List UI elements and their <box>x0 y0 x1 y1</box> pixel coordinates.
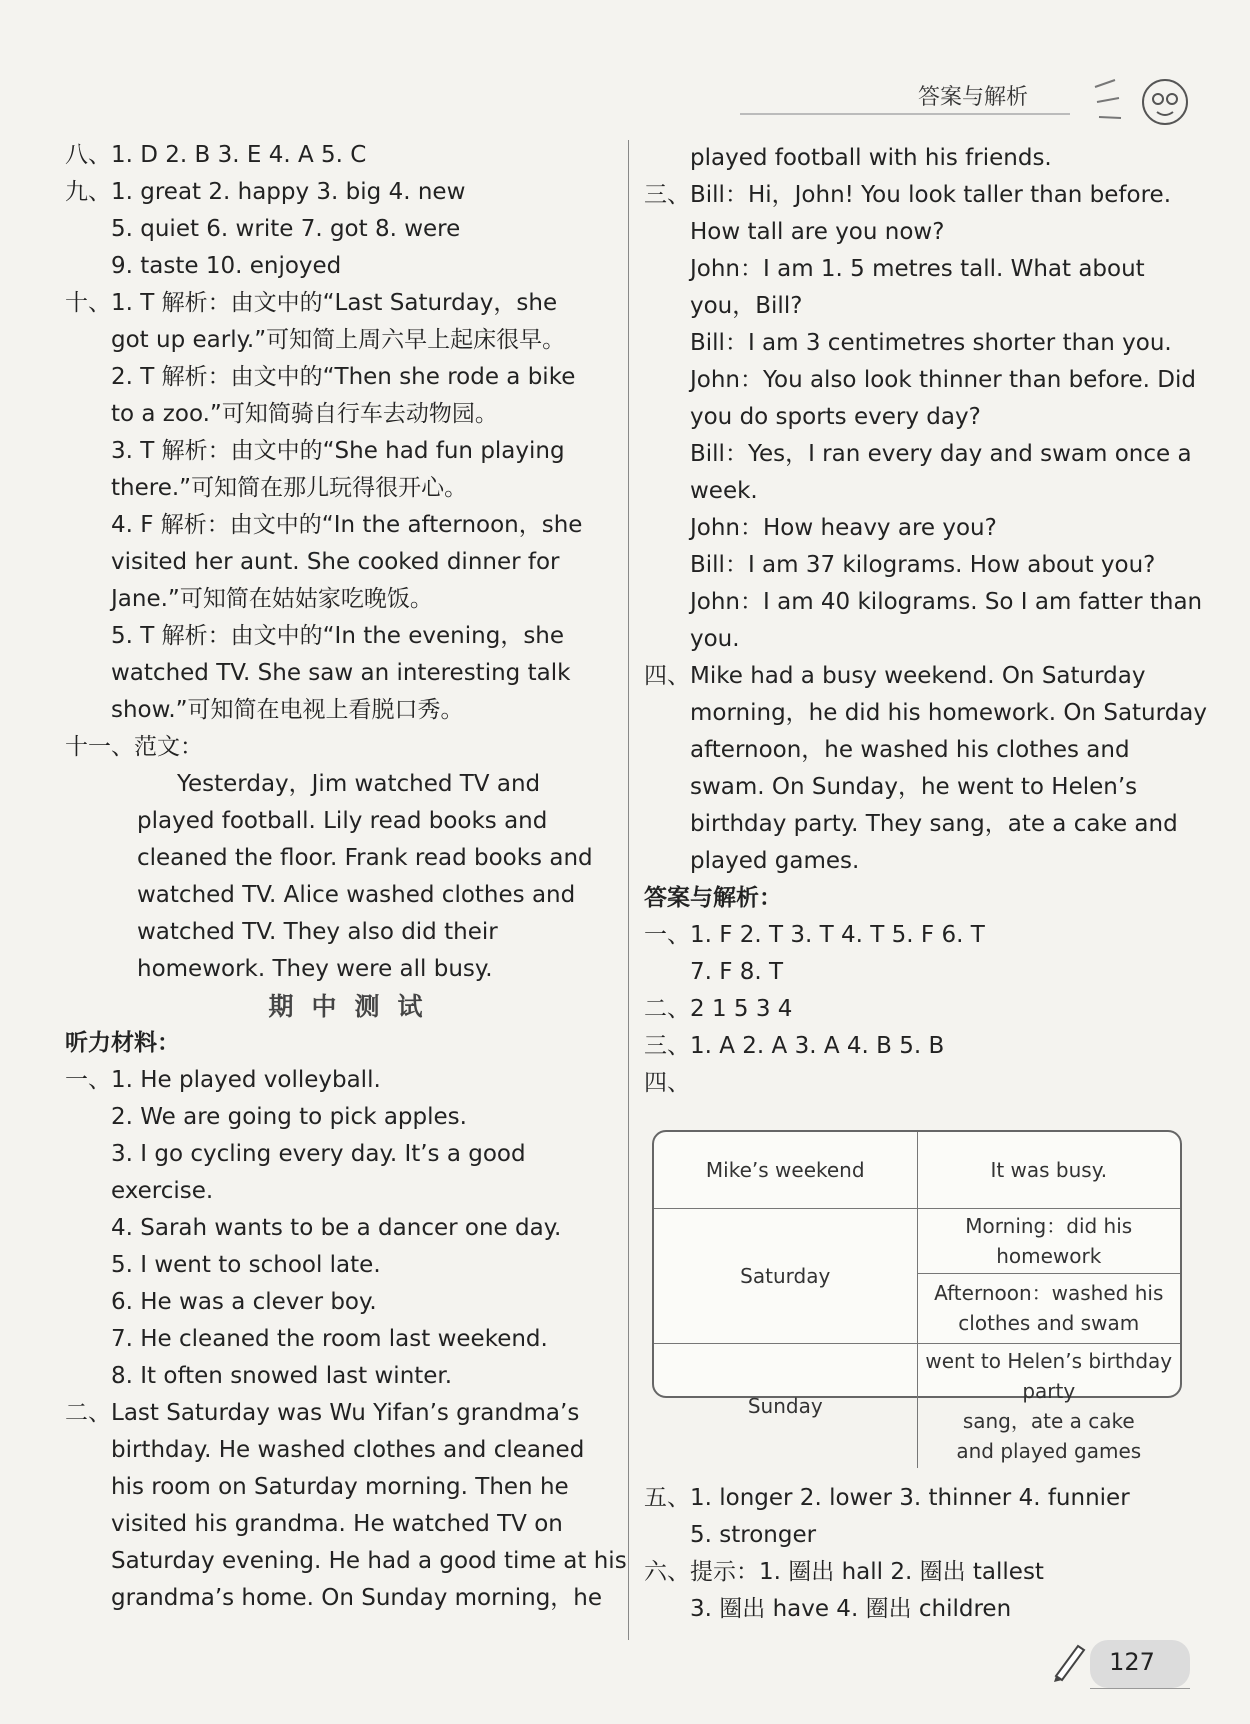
text-line: played football with his friends. <box>690 145 1052 171</box>
text-line: 7. F 8. T <box>690 959 784 985</box>
text-line: 4. Sarah wants to be a dancer one day. <box>111 1215 562 1241</box>
text-line: 3. I go cycling every day. It’s a good <box>111 1141 526 1167</box>
cell-line: went to Helen’s birthday party <box>925 1348 1173 1403</box>
text-line: 六、提示：1. 圈出 hall 2. 圈出 tallest <box>644 1559 1044 1585</box>
text-line: swam. On Sunday，he went to Helen’s <box>690 774 1138 800</box>
text-line: Bill：Yes，I ran every day and swam once a <box>690 441 1192 467</box>
text-line: week. <box>690 478 758 504</box>
text-line: 十一、范文： <box>65 734 203 760</box>
text-line: Saturday evening. He had a good time at his <box>111 1548 627 1574</box>
text-line: 5. T 解析：由文中的“In the evening，she <box>111 623 565 649</box>
pencil-icon <box>1048 1638 1088 1684</box>
text-line: visited her aunt. She cooked dinner for <box>111 549 560 575</box>
table-cell <box>917 1273 1180 1343</box>
text-line: you，Bill? <box>690 293 803 319</box>
text-line: cleaned the floor. Frank read books and <box>137 845 593 871</box>
text-line: 三、1. A 2. A 3. A 4. B 5. B <box>644 1033 945 1059</box>
text-line: grandma’s home. On Sunday morning，he <box>111 1585 603 1611</box>
text-line: 2. T 解析：由文中的“Then she rode a bike <box>111 364 576 390</box>
right-column-bottom <box>644 1480 1192 1628</box>
cell-line: sang，ate a cake <box>962 1408 1135 1433</box>
text-line: 6. He was a clever boy. <box>111 1289 377 1315</box>
table-cell: Saturday <box>654 1208 917 1343</box>
text-line: 九、1. great 2. happy 3. big 4. new <box>65 179 466 205</box>
text-line: John：I am 40 kilograms. So I am fatter than <box>690 589 1203 615</box>
text-line: 八、1. D 2. B 3. E 4. A 5. C <box>65 142 367 168</box>
text-line: John：You also look thinner than before. Did <box>690 367 1196 393</box>
section-heading: 听力材料： <box>65 1030 180 1056</box>
text-line: played football. Lily read books and <box>137 808 548 834</box>
text-line: watched TV. Alice washed clothes and <box>137 882 576 908</box>
text-line: played games. <box>690 848 860 874</box>
header-title: 答案与解析 <box>918 85 1029 110</box>
text-line: 五、1. longer 2. lower 3. thinner 4. funnier <box>644 1485 1130 1511</box>
text-line: 二、2 1 5 3 4 <box>644 996 793 1022</box>
text-line: 9. taste 10. enjoyed <box>111 253 342 279</box>
text-line: 2. We are going to pick apples. <box>111 1104 467 1130</box>
text-line: 二、Last Saturday was Wu Yifan’s grandma’s <box>65 1400 580 1426</box>
section-title: 期中测试 <box>268 992 441 1021</box>
cartoon-logo-icon <box>1085 62 1195 142</box>
text-line: Bill：I am 3 centimetres shorter than you. <box>690 330 1172 356</box>
text-line: birthday. He washed clothes and cleaned <box>111 1437 585 1463</box>
cell-line: clothes and swam <box>958 1311 1140 1335</box>
text-line: 4. F 解析：由文中的“In the afternoon，she <box>111 512 583 538</box>
text-line: 四、Mike had a busy weekend. On Saturday <box>644 663 1146 689</box>
text-line: Bill：I am 37 kilograms. How about you? <box>690 552 1156 578</box>
cell-line: Afternoon：washed his <box>934 1281 1164 1305</box>
text-line: to a zoo.”可知简骑自行车去动物园。 <box>111 401 498 427</box>
text-line: 四、 <box>644 1070 690 1096</box>
right-column <box>644 140 1207 1102</box>
text-line: 3. 圈出 have 4. 圈出 children <box>690 1596 1012 1622</box>
text-line: there.”可知简在那儿玩得很开心。 <box>111 475 468 501</box>
text-line: visited his grandma. He watched TV on <box>111 1511 563 1537</box>
text-line: exercise. <box>111 1178 214 1204</box>
text-line: 三、Bill：Hi，John! You look taller than before. <box>644 182 1172 208</box>
text-line: 一、1. He played volleyball. <box>65 1067 381 1093</box>
text-line: 十、1. T 解析：由文中的“Last Saturday，she <box>65 290 558 316</box>
text-line: How tall are you now? <box>690 219 945 245</box>
text-line: his room on Saturday morning. Then he <box>111 1474 569 1500</box>
text-line: John：I am 1. 5 metres tall. What about <box>690 256 1145 282</box>
table-cell: It was busy. <box>917 1132 1180 1208</box>
text-line: afternoon，he washed his clothes and <box>690 737 1130 763</box>
footer-rule <box>1090 1688 1190 1689</box>
left-column <box>65 137 627 1617</box>
text-line: you. <box>690 626 740 652</box>
text-line: 一、1. F 2. T 3. T 4. T 5. F 6. T <box>644 922 985 948</box>
text-line: homework. They were all busy. <box>137 956 493 982</box>
text-line: got up early.”可知简上周六早上起床很早。 <box>111 327 566 353</box>
text-line: John：How heavy are you? <box>690 515 997 541</box>
answer-table <box>652 1130 1182 1463</box>
header-rule <box>740 113 1070 115</box>
text-line: 8. It often snowed last winter. <box>111 1363 453 1389</box>
cell-line: and played games <box>956 1438 1142 1463</box>
text-line: Jane.”可知简在姑姑家吃晚饭。 <box>111 586 433 612</box>
text-line: birthday party. They sang，ate a cake and <box>690 811 1178 837</box>
page-number: 127 <box>1109 1648 1155 1676</box>
section-heading: 答案与解析： <box>644 885 782 911</box>
table-cell <box>917 1343 1180 1468</box>
text-line: 3. T 解析：由文中的“She had fun playing <box>111 438 565 464</box>
text-line: 5. stronger <box>690 1522 817 1548</box>
text-line: watched TV. She saw an interesting talk <box>111 660 571 686</box>
text-line: 5. I went to school late. <box>111 1252 381 1278</box>
text-line: morning，he did his homework. On Saturday <box>690 700 1207 726</box>
column-divider <box>628 140 629 1640</box>
table-cell: Morning：did his homework <box>917 1208 1180 1273</box>
text-line: show.”可知简在电视上看脱口秀。 <box>111 697 464 723</box>
text-line: you do sports every day? <box>690 404 981 430</box>
table-cell: Mike’s weekend <box>654 1132 917 1208</box>
text-line: 7. He cleaned the room last weekend. <box>111 1326 548 1352</box>
text-line: 5. quiet 6. write 7. got 8. were <box>111 216 461 242</box>
text-line: watched TV. They also did their <box>137 919 498 945</box>
text-line: Yesterday，Jim watched TV and <box>177 771 541 797</box>
table-cell: Sunday <box>654 1343 917 1468</box>
